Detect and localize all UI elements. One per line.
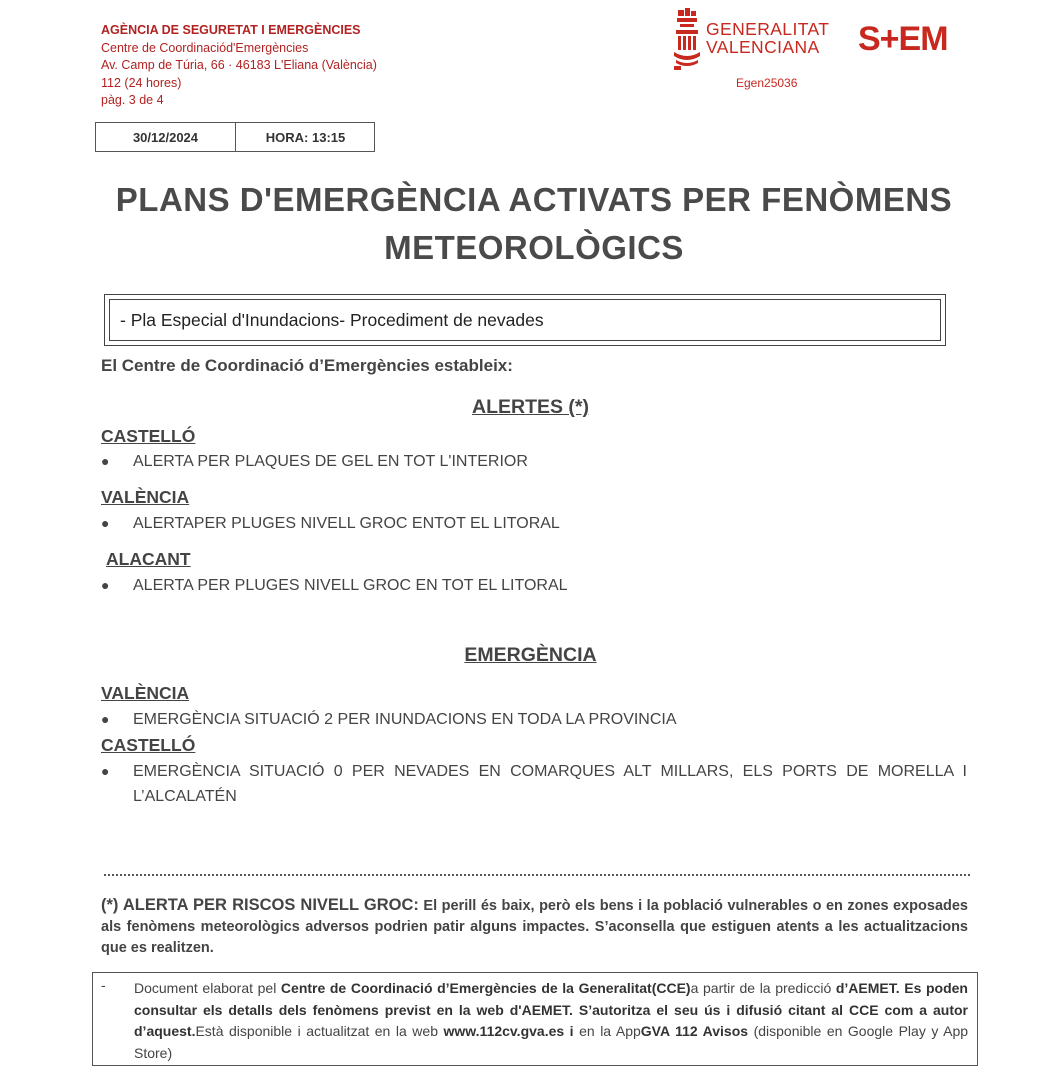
address: Av. Camp de Túria, 66 · 46183 L'Eliana (València)	[101, 58, 377, 72]
footer-b2: d’AEMET. Es poden consultar els detalls dels fenòmens previst en la web d'AEMET. S’autoritza el seu ús i difusió citant al CCE com a autor d’aquest.	[134, 980, 968, 1039]
emergency-item-text: EMERGÈNCIA SITUACIÓ 2 PER INUNDACIONS EN TODA LA PROVINCIA	[133, 711, 677, 728]
list-item	[101, 707, 967, 732]
date: 30/12/2024	[96, 123, 236, 151]
emergency-region-castello: CASTELLÓ	[101, 735, 196, 755]
generalitat-line2: VALENCIANA	[706, 37, 820, 57]
sem-logo: S+EM	[858, 20, 948, 58]
dotted-divider	[104, 874, 970, 876]
footer-text	[134, 978, 968, 1064]
alert-region-valencia: VALÈNCIA	[101, 487, 190, 507]
footer-p2: a partir de la predicció	[690, 980, 836, 996]
centre-name: Centre de Coordinaciód'Emergències	[101, 40, 309, 55]
alert-level-note	[101, 895, 968, 959]
footer-app-name: GVA 112 Avisos	[640, 1023, 749, 1039]
emergency-heading: EMERGÈNCIA	[464, 644, 597, 666]
alert-item-text: ALERTA PER PLUGES NIVELL GROC EN TOT EL LITORAL	[133, 577, 568, 594]
page-title	[60, 176, 1008, 272]
time: HORA: 13:15	[265, 129, 346, 145]
list-item	[101, 573, 967, 598]
footer-p1: Document elaborat pel	[134, 980, 281, 996]
generalitat-line1: GENERALITAT	[706, 19, 830, 39]
datetime-box	[95, 122, 375, 152]
alert-item-text: ALERTAPER PLUGES NIVELL GROC ENTOT EL LITORAL	[133, 515, 560, 532]
generalitat-logo-text	[706, 20, 829, 56]
title-line-2: METEOROLÒGICS	[384, 229, 684, 266]
emergency-region-valencia: VALÈNCIA	[101, 683, 190, 703]
note-lead: (*) ALERTA PER RISCOS NIVELL GROC:	[101, 896, 419, 914]
footer-box	[92, 972, 978, 1066]
footer-p5: (disponible en Google Play y App Store)	[134, 1023, 969, 1061]
alerts-heading: ALERTES (*)	[472, 396, 589, 418]
phone: 112 (24 hores)	[101, 75, 182, 90]
generalitat-emblem-icon	[672, 8, 702, 70]
bullet-icon: ●	[101, 577, 110, 593]
agency-name: AGÈNCIA DE SEGURETAT I EMERGÈNCIES	[101, 23, 361, 37]
plan-box	[104, 294, 946, 346]
alert-item-text: ALERTA PER PLAQUES DE GEL EN TOT L'INTERIOR	[133, 453, 528, 470]
document-code: Egen25036	[736, 76, 798, 90]
page-number: pàg. 3 de 4	[101, 93, 164, 107]
bullet-icon: ●	[101, 763, 110, 779]
footer-dash: -	[101, 977, 106, 993]
title-line-1: PLANS D'EMERGÈNCIA ACTIVATS PER FENÒMENS	[115, 181, 953, 218]
agency-header	[101, 22, 377, 110]
footer-website-link[interactable]: www.112cv.gva.es i	[443, 1023, 574, 1039]
footer-p3: Està disponible i actualitzat en la web	[195, 1023, 444, 1039]
bullet-icon: ●	[101, 711, 110, 727]
alert-region-castello: CASTELLÓ	[101, 426, 196, 446]
intro-text: El Centre de Coordinació d’Emergències estableix:	[101, 356, 513, 375]
list-item	[101, 511, 967, 536]
list-item	[101, 449, 967, 474]
note-body: El perill és baix, però els bens i la població vulnerables o en zones exposades als fenòmens meteorològics adversos podrien patir alguns impactes. S’aconsella que estiguen atents a les actualitzacions que es realitzen.	[101, 898, 968, 956]
emergency-item-text: EMERGÈNCIA SITUACIÓ 0 PER NEVADES EN COMARQUES ALT MILLARS, ELS PORTS DE MORELLA I L’ALCALATÉN	[133, 763, 967, 805]
footer-p4: en la App	[573, 1023, 641, 1039]
alert-region-alacant: ALACANT	[106, 549, 191, 569]
bullet-icon: ●	[101, 453, 110, 469]
list-item	[101, 759, 967, 809]
bullet-icon: ●	[101, 515, 110, 531]
footer-b1: Centre de Coordinació d’Emergències de la Generalitat(CCE)	[280, 980, 691, 996]
plan-text: - Pla Especial d'Inundacions- Procediment de nevades	[109, 299, 941, 341]
